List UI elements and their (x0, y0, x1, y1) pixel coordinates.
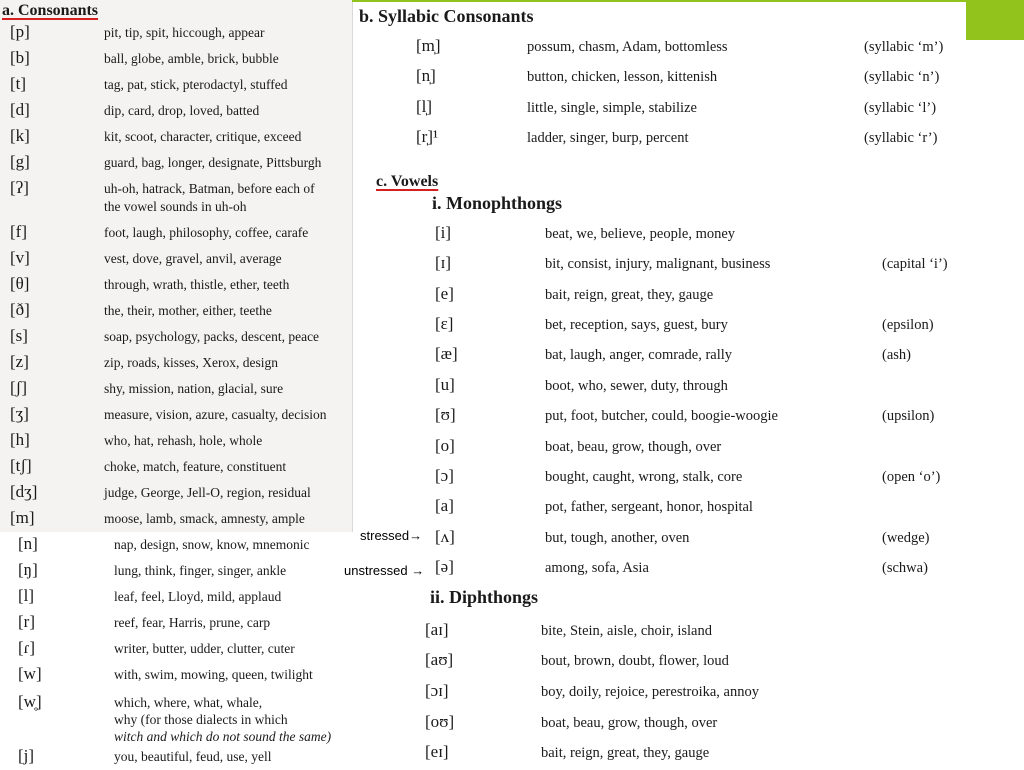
example-words: beat, we, believe, people, money (545, 226, 736, 242)
vowels-heading-text: c. Vowels (376, 173, 439, 190)
ipa-symbol: [n] (18, 534, 38, 553)
example-words: bat, laugh, anger, comrade, rally (545, 347, 733, 363)
ipa-symbol: [o] (435, 436, 455, 455)
ipa-symbol: [ə] (435, 557, 454, 576)
ipa-symbol: [eɪ] (425, 742, 449, 761)
table-row (0, 314, 1024, 338)
example-words: soap, psychology, packs, descent, peace (104, 329, 320, 344)
table-row (0, 527, 1024, 551)
table-row (0, 152, 1024, 176)
example-words: possum, chasm, Adam, bottomless (527, 39, 728, 55)
example-words: writer, butter, udder, clutter, cuter (114, 641, 295, 656)
symbol-name: (epsilon) (882, 317, 934, 333)
ipa-symbol: [j] (18, 746, 35, 765)
ipa-symbol: [ɛ] (435, 314, 454, 333)
ipa-symbol: [ʃ] (10, 378, 27, 397)
ipa-symbol: [ɪ] (435, 253, 452, 272)
ipa-symbol: [oʊ] (425, 712, 455, 731)
example-words: zip, roads, kisses, Xerox, design (104, 355, 278, 370)
ipa-symbol: [r̩]¹ (416, 127, 439, 146)
example-words: which, where, what, whale, (114, 695, 263, 710)
example-words: kit, scoot, character, critique, exceed (104, 129, 302, 144)
example-words: among, sofa, Asia (545, 560, 649, 576)
symbol-name: (schwa) (882, 560, 928, 576)
ipa-symbol: [w] (18, 664, 42, 683)
table-row (0, 436, 1024, 460)
example-words: leaf, feel, Lloyd, mild, applaud (114, 589, 282, 604)
example-words-continued: witch and which do not sound the same) (114, 729, 332, 744)
table-row (0, 496, 1024, 520)
ipa-symbol: [g] (10, 152, 30, 171)
example-words: dip, card, drop, loved, batted (104, 103, 260, 118)
example-words: reef, fear, Harris, prune, carp (114, 615, 271, 630)
example-words: boot, who, sewer, duty, through (545, 378, 728, 394)
ipa-symbol: [ɔɪ] (425, 681, 449, 700)
example-words: ball, globe, amble, brick, bubble (104, 51, 279, 66)
table-row (0, 284, 1024, 308)
ipa-symbol: [tʃ] (10, 456, 32, 475)
table-row (0, 253, 1024, 277)
ipa-symbol: [ŋ] (18, 560, 38, 579)
table-row (0, 405, 1024, 429)
ipa-symbol: [aɪ] (425, 620, 449, 639)
ipa-symbol: [z] (10, 352, 29, 371)
ipa-symbol: [aʊ] (425, 650, 454, 669)
ipa-symbol: [w̥] (18, 692, 42, 711)
table-row (0, 681, 1024, 705)
ipa-symbol: [b] (10, 48, 30, 67)
table-row (0, 466, 1024, 490)
ipa-symbol: [m] (10, 508, 35, 527)
ipa-symbol: [ʊ] (435, 405, 456, 424)
example-words: but, tough, another, oven (545, 530, 690, 546)
table-row (0, 127, 1024, 151)
example-words-continued: why (for those dialects in which (114, 712, 288, 727)
diphthongs-heading: ii. Diphthongs (430, 587, 539, 607)
ipa-symbol: [f] (10, 222, 27, 241)
example-words: nap, design, snow, know, mnemonic (114, 537, 310, 552)
ipa-symbol: [n̩] (416, 66, 436, 85)
table-row (0, 97, 1024, 121)
ipa-symbol: [p] (10, 22, 30, 41)
ipa-symbol: [d] (10, 100, 30, 119)
table-row (0, 66, 1024, 90)
example-words: moose, lamb, smack, amnesty, ample (104, 511, 305, 526)
consonants-heading (2, 2, 98, 20)
example-words: vest, dove, gravel, anvil, average (104, 251, 282, 266)
symbol-name: (syllabic ‘m’) (864, 39, 944, 55)
example-words: bet, reception, says, guest, bury (545, 317, 728, 333)
ipa-symbol: [dʒ] (10, 482, 38, 501)
ipa-symbol: [ɔ] (435, 466, 454, 485)
example-words: lung, think, finger, singer, ankle (114, 563, 287, 578)
example-words: bite, Stein, aisle, choir, island (541, 623, 712, 639)
ipa-symbol: [h] (10, 430, 30, 449)
example-words: bait, reign, great, they, gauge (541, 745, 710, 761)
ipa-symbol: [t] (10, 74, 27, 93)
table-row (0, 375, 1024, 399)
example-words: bit, consist, injury, malignant, business (545, 256, 771, 272)
table-row (0, 586, 1024, 610)
example-words: boy, doily, rejoice, perestroika, annoy (541, 684, 759, 700)
table-row (0, 36, 1024, 60)
accent-top-line (352, 0, 966, 2)
example-words: bout, brown, doubt, flower, loud (541, 653, 729, 669)
ipa-symbol: [ʔ] (10, 178, 29, 197)
ipa-symbol: [ð] (10, 300, 30, 319)
symbol-name: (syllabic ‘n’) (864, 69, 940, 85)
example-words: pit, tip, spit, hiccough, appear (104, 25, 265, 40)
syllabic-heading: b. Syllabic Consonants (359, 6, 534, 26)
ipa-symbol: [θ] (10, 274, 30, 293)
table-row (0, 742, 1024, 766)
example-words: guard, bag, longer, designate, Pittsburgh (104, 155, 322, 170)
table-row (0, 712, 1024, 736)
example-words: tag, pat, stick, pterodactyl, stuffed (104, 77, 288, 92)
example-words: ladder, singer, burp, percent (527, 130, 689, 146)
stressed-marker: stressed→ (360, 528, 423, 543)
example-words: shy, mission, nation, glacial, sure (104, 381, 284, 396)
symbol-name: (ash) (882, 347, 911, 363)
example-words: bought, caught, wrong, stalk, core (545, 469, 743, 485)
ipa-symbol: [ɾ] (18, 638, 35, 657)
example-words: pot, father, sergeant, honor, hospital (545, 499, 753, 515)
ipa-symbol: [ʒ] (10, 404, 29, 423)
example-words: uh-oh, hatrack, Batman, before each of (104, 181, 315, 196)
example-words: put, foot, butcher, could, boogie-woogie (545, 408, 778, 424)
example-words: button, chicken, lesson, kittenish (527, 69, 718, 85)
example-words: judge, George, Jell-O, region, residual (104, 485, 311, 500)
example-words: little, single, simple, stabilize (527, 100, 697, 116)
ipa-symbol: [æ] (435, 344, 458, 363)
example-words: with, swim, mowing, queen, twilight (114, 667, 313, 682)
example-words: boat, beau, grow, though, over (545, 439, 722, 455)
symbol-name: (wedge) (882, 530, 930, 546)
symbol-name: (upsilon) (882, 408, 935, 424)
ipa-symbol: [s] (10, 326, 28, 345)
ipa-symbol: [u] (435, 375, 455, 394)
ipa-symbol: [l] (18, 586, 35, 605)
symbol-name: (capital ‘i’) (882, 256, 948, 272)
example-words-continued: the vowel sounds in uh-oh (104, 199, 247, 214)
example-words: boat, beau, grow, though, over (541, 715, 718, 731)
ipa-symbol: [k] (10, 126, 30, 145)
ipa-symbol: [m̩] (416, 36, 441, 55)
symbol-name: (open ‘o’) (882, 469, 941, 485)
ipa-symbol: [a] (435, 496, 454, 515)
table-row (0, 223, 1024, 247)
example-words: foot, laugh, philosophy, coffee, carafe (104, 225, 309, 240)
example-words: through, wrath, thistle, ether, teeth (104, 277, 290, 292)
symbol-name: (syllabic ‘r’) (864, 130, 938, 146)
example-words: choke, match, feature, constituent (104, 459, 287, 474)
table-row (0, 344, 1024, 368)
unstressed-marker: unstressed → (344, 563, 425, 578)
ipa-symbol: [v] (10, 248, 30, 267)
table-row (0, 650, 1024, 674)
consonants-heading-text: a. Consonants (2, 2, 99, 19)
table-row (0, 557, 1024, 581)
symbol-name: (syllabic ‘l’) (864, 100, 937, 116)
example-words: the, their, mother, either, teethe (104, 303, 272, 318)
table-row (0, 620, 1024, 644)
ipa-symbol: [i] (435, 223, 452, 242)
monophthongs-heading: i. Monophthongs (432, 193, 563, 213)
example-words: measure, vision, azure, casualty, decision (104, 407, 327, 422)
ipa-symbol: [r] (18, 612, 35, 631)
ipa-symbol: [ʌ] (435, 527, 455, 546)
example-words: bait, reign, great, they, gauge (545, 287, 714, 303)
example-words: you, beautiful, feud, use, yell (114, 749, 272, 764)
example-words: who, hat, rehash, hole, whole (104, 433, 263, 448)
ipa-symbol: [e] (435, 284, 454, 303)
ipa-symbol: [l̩] (416, 97, 433, 116)
